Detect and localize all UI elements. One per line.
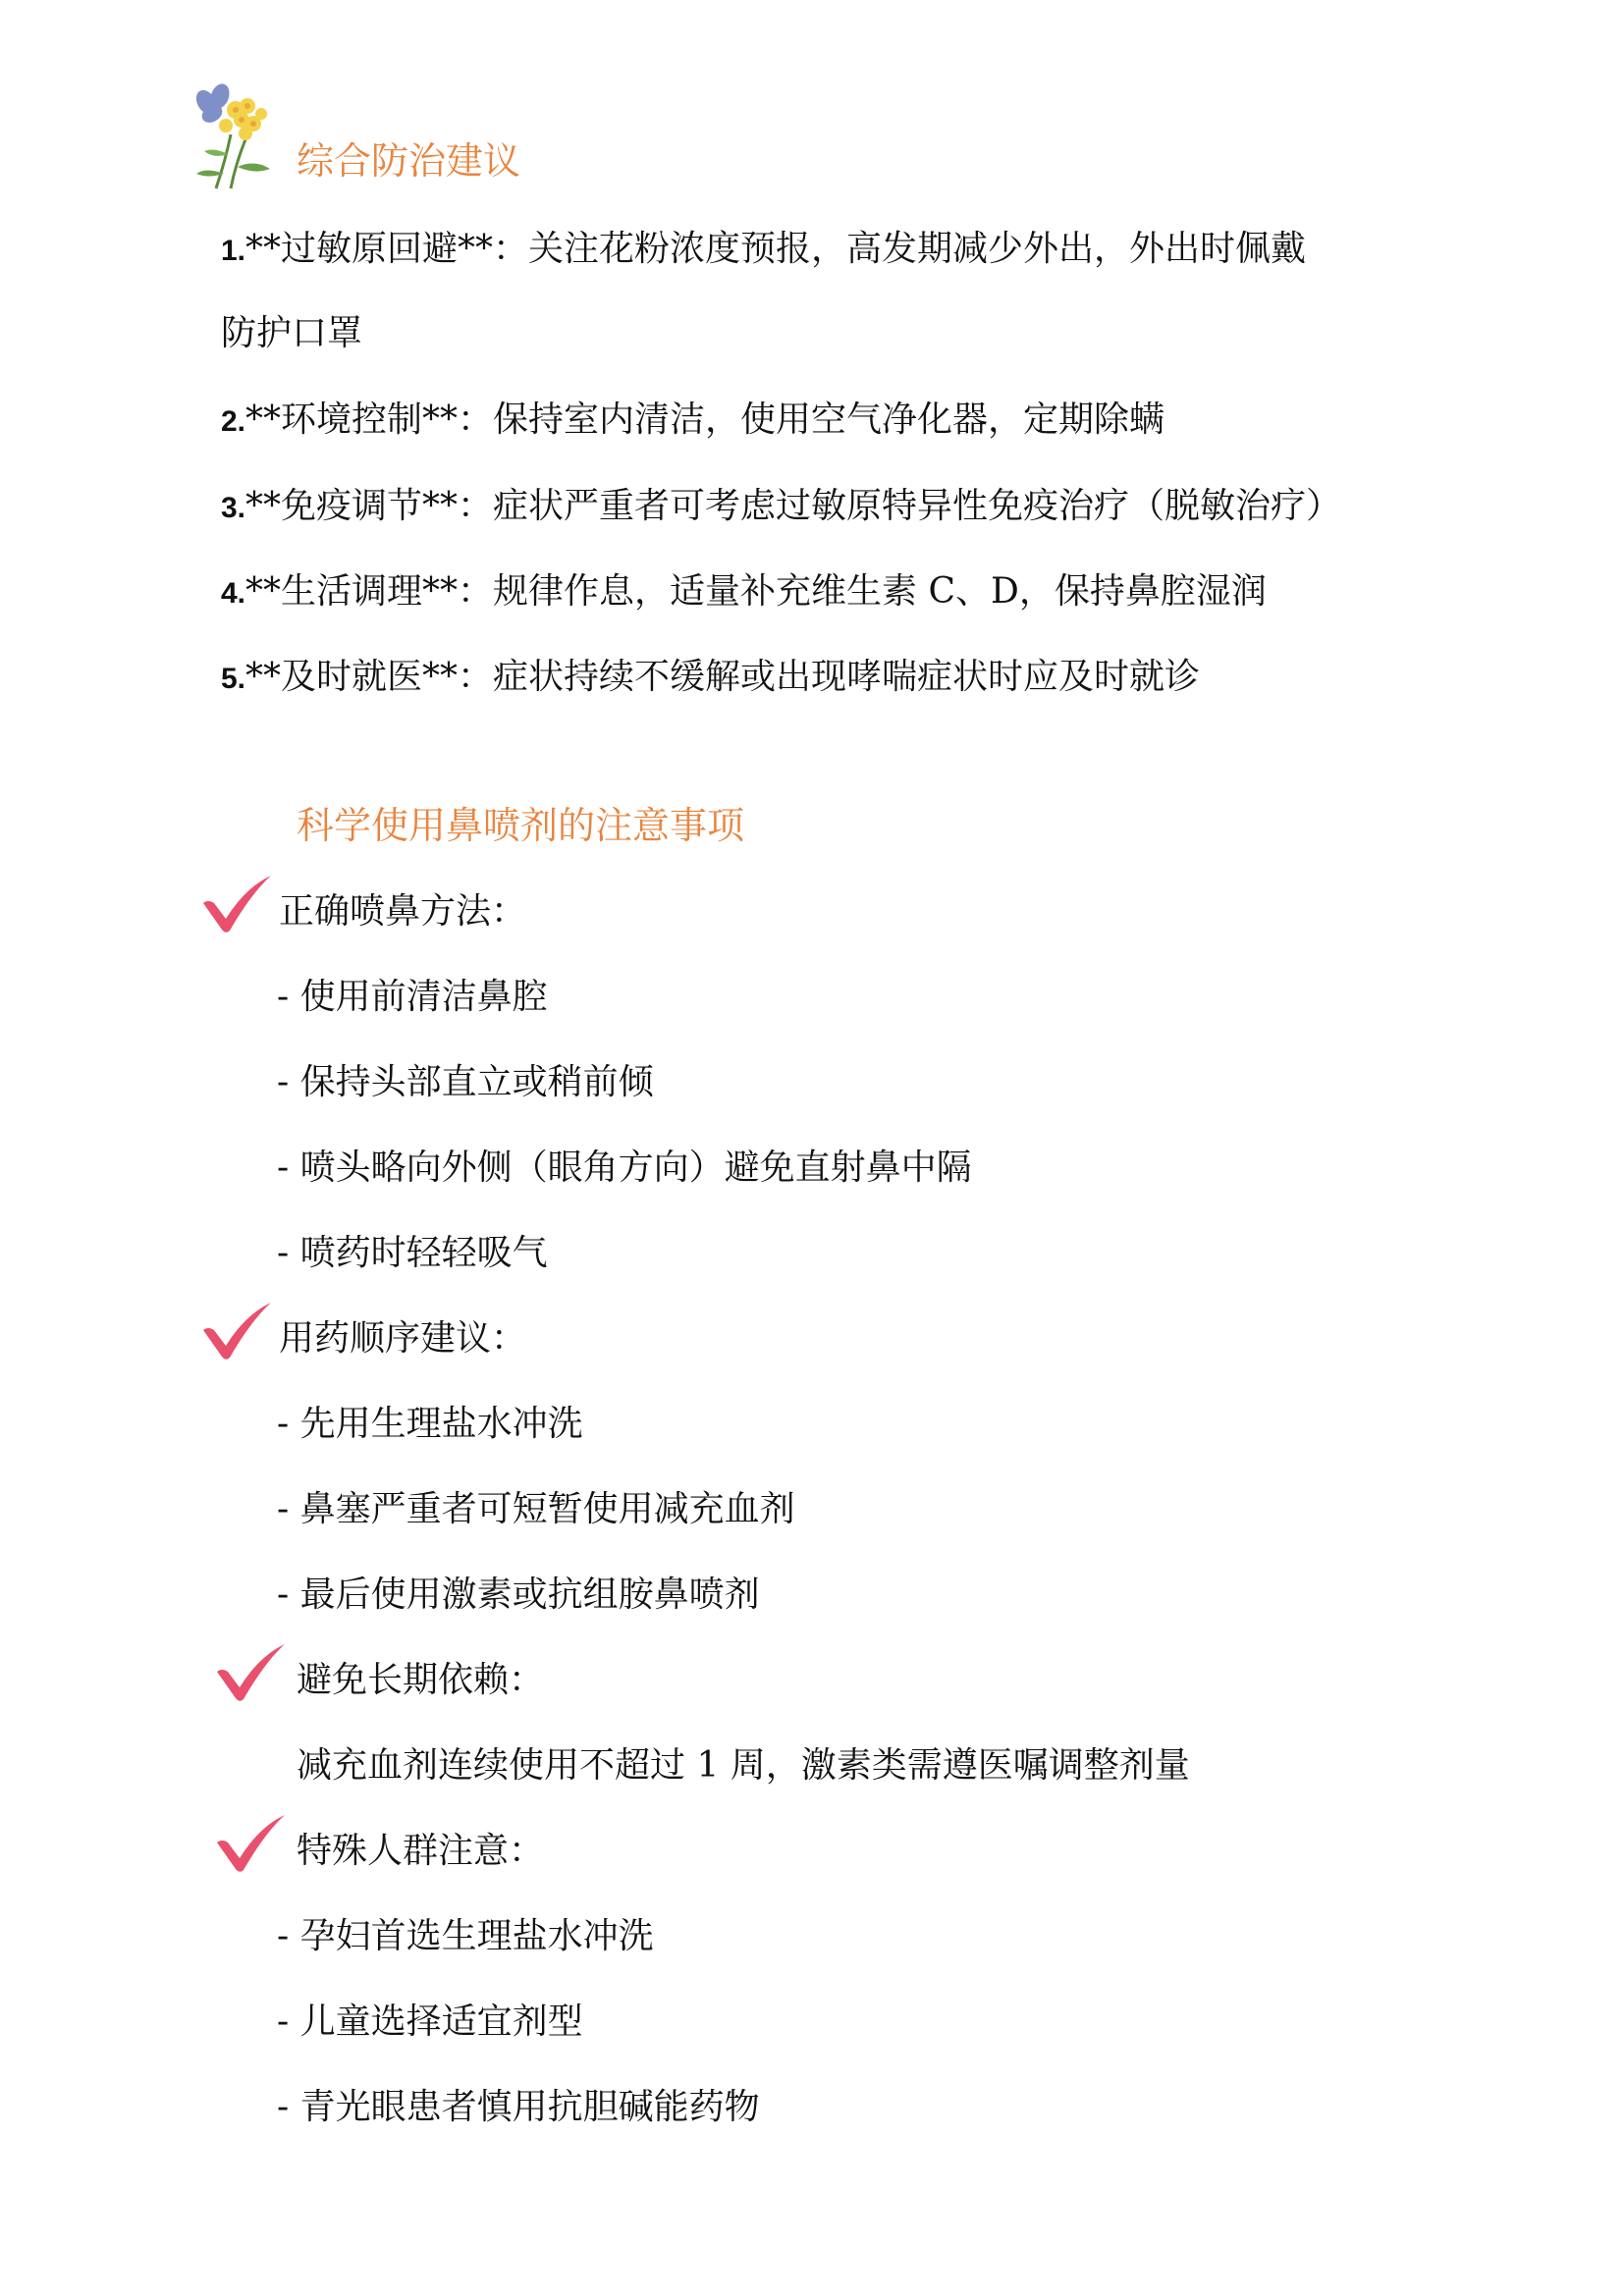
item-text: **过敏原回避**：关注花粉浓度预报，高发期减少外出，外出时佩戴 xyxy=(245,229,1307,269)
list-item: - 先用生理盐水冲洗 xyxy=(277,1404,583,1444)
list-item: - 喷头略向外侧（眼角方向）避免直射鼻中隔 xyxy=(277,1148,972,1188)
list-item xyxy=(221,224,1306,277)
group-heading: 避免长期依赖： xyxy=(297,1660,545,1700)
item-number: 2. xyxy=(221,405,246,438)
list-item: - 孕妇首选生理盐水冲洗 xyxy=(277,1916,654,1956)
list-item: - 鼻塞严重者可短暂使用减充血剂 xyxy=(277,1489,795,1529)
section-title-nasal-spray: 科学使用鼻喷剂的注意事项 xyxy=(297,804,745,847)
check-mark-icon xyxy=(214,1642,287,1703)
list-item xyxy=(221,395,1164,448)
check-mark-icon xyxy=(200,1301,273,1362)
item-number: 1. xyxy=(221,235,246,267)
group-heading: 特殊人群注意： xyxy=(297,1831,545,1871)
item-number: 4. xyxy=(221,577,246,610)
list-item: - 最后使用激素或抗组胺鼻喷剂 xyxy=(277,1575,760,1615)
list-item xyxy=(221,652,1200,705)
list-item: - 青光眼患者慎用抗胆碱能药物 xyxy=(277,2087,760,2127)
list-item: - 喷药时轻轻吸气 xyxy=(277,1233,548,1273)
item-text: 防护口罩 xyxy=(221,313,363,353)
item-text: **及时就医**：症状持续不缓解或出现哮喘症状时应及时就诊 xyxy=(245,657,1201,697)
item-text: **生活调理**：规律作息，适量补充维生素 C、D，保持鼻腔湿润 xyxy=(245,571,1267,612)
section-title-prevention: 综合防治建议 xyxy=(297,139,521,183)
item-text: **免疫调节**：症状严重者可考虑过敏原特异性免疫治疗（脱敏治疗） xyxy=(245,486,1342,526)
list-item xyxy=(221,308,362,359)
list-item xyxy=(221,566,1267,619)
item-text: **环境控制**：保持室内清洁，使用空气净化器，定期除螨 xyxy=(245,400,1165,440)
list-item: - 保持头部直立或稍前倾 xyxy=(277,1062,654,1102)
group-heading: 用药顺序建议： xyxy=(279,1318,527,1359)
flower-bouquet-icon xyxy=(187,80,285,193)
check-mark-icon xyxy=(200,874,273,934)
list-item xyxy=(221,481,1341,534)
item-number: 5. xyxy=(221,663,246,695)
item-number: 3. xyxy=(221,492,246,524)
check-mark-icon xyxy=(214,1813,287,1874)
list-item: - 使用前清洁鼻腔 xyxy=(277,977,548,1017)
list-item: - 儿童选择适宜剂型 xyxy=(277,2002,583,2042)
group-heading: 正确喷鼻方法： xyxy=(279,891,527,932)
list-item: 减充血剂连续使用不超过 1 周，激素类需遵医嘱调整剂量 xyxy=(297,1745,1190,1786)
